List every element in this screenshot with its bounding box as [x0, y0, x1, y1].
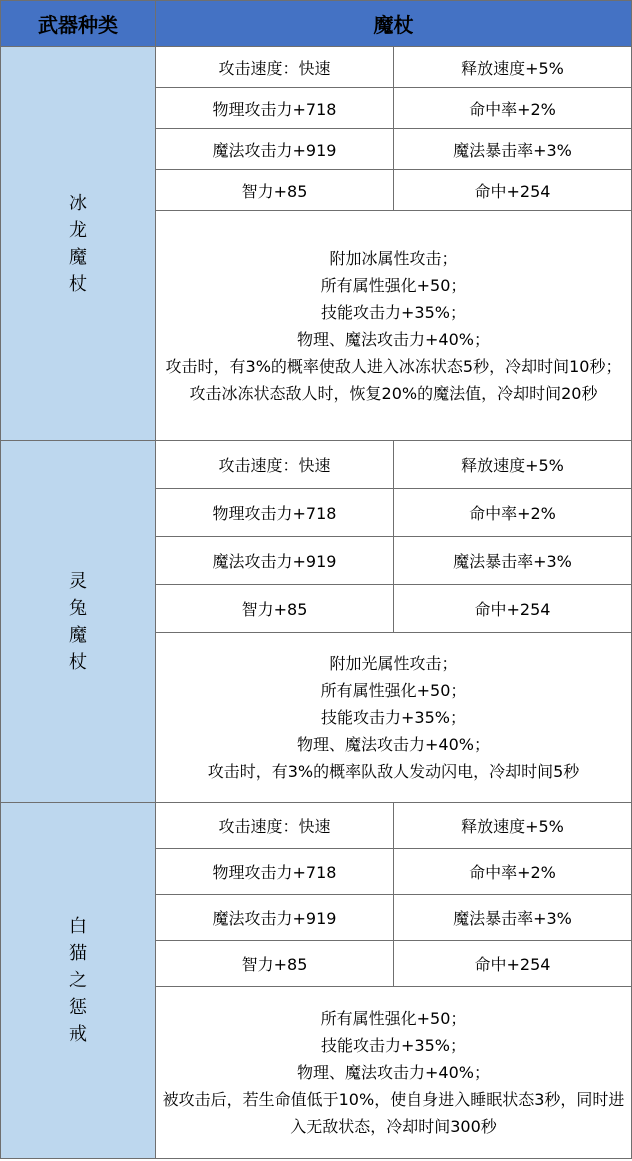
desc-line: 攻击时，有3%的概率使敌人进入冰冻状态5秒，冷却时间10秒； — [165, 356, 622, 376]
stat-cell: 命中+254 — [394, 941, 632, 987]
desc-line: 攻击时，有3%的概率队敌人发动闪电，冷却时间5秒 — [207, 762, 580, 781]
stat-cell: 命中率+2% — [394, 88, 632, 129]
weapon-1-stat-row-0 — [1, 441, 632, 489]
desc-line: 被攻击后，若生命值低于10%，使自身进入睡眠状态3秒，同时进入无敌状态，冷却时间300秒 — [162, 1090, 625, 1136]
weapon-name: 冰龙魔杖 — [69, 192, 87, 295]
stat-cell: 智力+85 — [156, 170, 394, 211]
stat-cell: 释放速度+5% — [394, 47, 632, 88]
stat-cell: 魔法暴击率+3% — [394, 895, 632, 941]
desc-line: 附加冰属性攻击； — [329, 248, 458, 268]
stat-cell: 释放速度+5% — [394, 803, 632, 849]
desc-line: 附加光属性攻击； — [329, 654, 458, 673]
stat-cell: 魔法暴击率+3% — [394, 537, 632, 585]
weapon-1-description — [156, 633, 632, 803]
stat-cell: 魔法攻击力+919 — [156, 129, 394, 170]
stat-cell: 攻击速度：快速 — [156, 47, 394, 88]
stat-cell: 释放速度+5% — [394, 441, 632, 489]
weapon-1-name-cell — [1, 441, 156, 803]
weapon-name: 白猫之惩戒 — [69, 916, 87, 1045]
header-weapon-class: 魔杖 — [156, 1, 632, 47]
weapon-name: 灵兔魔杖 — [69, 570, 87, 673]
weapon-0-stat-row-0 — [1, 47, 632, 88]
desc-line: 物理、魔法攻击力+40%； — [297, 735, 490, 754]
stat-cell: 魔法攻击力+919 — [156, 895, 394, 941]
stat-cell: 智力+85 — [156, 585, 394, 633]
desc-line: 技能攻击力+35%； — [321, 1036, 466, 1055]
desc-line: 所有属性强化+50； — [320, 681, 467, 700]
weapon-2-stat-row-0 — [1, 803, 632, 849]
desc-line: 技能攻击力+35%； — [321, 302, 466, 322]
stat-cell: 物理攻击力+718 — [156, 489, 394, 537]
header-row — [1, 1, 632, 47]
weapon-2-name-cell — [1, 803, 156, 1159]
desc-line: 攻击冰冻状态敌人时，恢复20%的魔法值，冷却时间20秒 — [189, 383, 598, 403]
stat-cell: 攻击速度：快速 — [156, 441, 394, 489]
stat-cell: 物理攻击力+718 — [156, 849, 394, 895]
stat-cell: 魔法攻击力+919 — [156, 537, 394, 585]
desc-line: 所有属性强化+50； — [320, 275, 467, 295]
weapon-0-name-cell — [1, 47, 156, 441]
desc-line: 所有属性强化+50； — [320, 1009, 467, 1028]
stat-cell: 攻击速度：快速 — [156, 803, 394, 849]
header-weapon-type: 武器种类 — [1, 1, 156, 47]
stat-cell: 命中率+2% — [394, 489, 632, 537]
desc-line: 技能攻击力+35%； — [321, 708, 466, 727]
stat-cell: 命中率+2% — [394, 849, 632, 895]
stat-cell: 智力+85 — [156, 941, 394, 987]
desc-line: 物理、魔法攻击力+40%； — [297, 329, 490, 349]
stat-cell: 命中+254 — [394, 585, 632, 633]
stat-cell: 魔法暴击率+3% — [394, 129, 632, 170]
weapon-2-description — [156, 987, 632, 1159]
stat-cell: 命中+254 — [394, 170, 632, 211]
stat-cell: 物理攻击力+718 — [156, 88, 394, 129]
weapon-0-description — [156, 211, 632, 441]
desc-line: 物理、魔法攻击力+40%； — [297, 1063, 490, 1082]
